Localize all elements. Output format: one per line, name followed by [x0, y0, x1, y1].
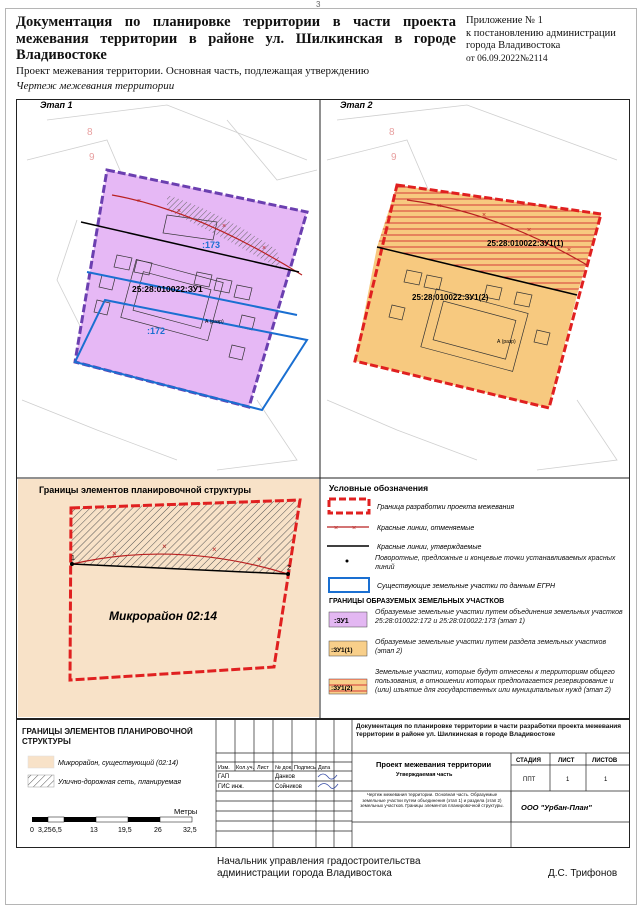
point-1-label: 1: [71, 555, 75, 562]
legend-subtitle: ГРАНИЦЫ ОБРАЗУЕМЫХ ЗЕМЕЛЬНЫХ УЧАСТКОВ: [329, 598, 505, 605]
stamp-header-change: Изм.: [218, 765, 230, 771]
legend-parcel-text-2: Образуемые земельные участки путем раздела земельных участков (этап 2): [375, 639, 607, 655]
legend-boundary-swatch: [329, 499, 369, 513]
stamp-name-1: Данков: [275, 774, 295, 780]
stamp-header-doc: № док.: [275, 765, 293, 771]
signature-mark-2: [318, 784, 338, 789]
building-label-2: А (разр): [497, 339, 516, 345]
svg-text:9: 9: [391, 152, 397, 163]
signoff-block: [217, 856, 421, 880]
svg-text:×: ×: [212, 545, 217, 554]
legend-item-5: Существующие земельные участки по данным ЕГРН: [377, 583, 556, 590]
svg-text:9: 9: [89, 152, 95, 163]
stamp-header-signature: Подпись: [294, 765, 316, 771]
stamp-company: ООО "Урбан-План": [521, 803, 592, 812]
stamp-role-2: ГИС инж.: [218, 784, 244, 790]
svg-text:×: ×: [112, 549, 117, 558]
stamp-role-1: ГАП: [218, 774, 230, 780]
svg-text:×: ×: [177, 208, 182, 215]
legend-parcel-tag-2: :ЗУ1(1): [331, 647, 353, 654]
planning-structure-title: Границы элементов планировочной структуры: [39, 485, 252, 495]
legend-parcel-tag-1: :ЗУ1: [334, 618, 349, 625]
bottom-legend-title: ГРАНИЦЫ ЭЛЕМЕНТОВ ПЛАНИРОВОЧНОЙ СТРУКТУРЫ: [22, 727, 193, 746]
stamp-doc-title: Документация по планировке территории в части разработки проекта межевания территории в районе ул. Шилкинская в городе Владивостоке: [356, 723, 622, 738]
bottom-legend-item-2: Улично-дорожная сеть, планируемая: [58, 779, 181, 786]
parcel-zu1-2-label: 25:28:010022:ЗУ1(2): [412, 293, 489, 302]
stage-2-map: [327, 100, 617, 470]
parcel-173-label: :173: [202, 240, 221, 250]
scale-tick-0: 0: [30, 827, 34, 834]
legend-egrn-swatch: [329, 578, 369, 592]
legend-parcel-text-1: Образуемые земельные участки путем объединения земельных участков 25:28:010022:172 и 25:28:010022:173 (этап 1): [375, 609, 623, 625]
document-subtitle: Проект межевания территории. Основная часть, подлежащая утверждению: [16, 65, 370, 77]
stage-2-label: Этап 2: [340, 100, 373, 110]
svg-text:×: ×: [162, 542, 167, 551]
svg-text:×: ×: [334, 525, 339, 532]
signoff-line2: администрации города Владивостока: [217, 868, 392, 879]
scale-tick-2: 6,5: [52, 827, 62, 834]
scale-ticks: [30, 827, 197, 834]
scale-tick-3: 13: [90, 827, 98, 834]
appendix-date: от 06.09.2022№2114: [466, 53, 548, 64]
bottom-legend-item-1: Микрорайон, существующий (02:14): [58, 760, 179, 767]
planning-structure-map: [18, 479, 319, 717]
stamp-header-sheet: Лист: [257, 765, 269, 771]
appendix-block: [466, 15, 636, 65]
scale-tick-4: 19,5: [118, 827, 132, 834]
stamp-drawing-note: Чертеж межевания территории. Основная часть. Образуемые земельные участки путем объединения (этап 1) и раздела (этап 2) земельных участков. Границы элементов планировочной структуры.: [360, 792, 504, 808]
svg-text:8: 8: [389, 127, 395, 138]
svg-text:×: ×: [262, 245, 267, 252]
appendix-line3: города Владивостока: [466, 40, 561, 51]
legend-title: Условные обозначения: [329, 483, 429, 493]
legend-item-4: Поворотные, предложные и концевые точки устанавливаемых красных линий: [375, 555, 616, 571]
point-2-label: 2: [287, 565, 291, 572]
legend-item-2: Красные линии, отменяемые: [377, 525, 475, 532]
stamp-project-sub: Утверждаемая часть: [396, 772, 453, 778]
scale-unit: Метры: [174, 807, 198, 816]
stage-1-label: Этап 1: [40, 100, 73, 110]
appendix-number: Приложение № 1: [466, 15, 543, 26]
legend-item-3: Красные линии, утверждаемые: [377, 544, 482, 551]
document-title: Документация по планировке территории в части проекта межевания территории в районе ул. Шилкинская в городе Владивостоке: [16, 14, 456, 63]
signoff-name: Д.С. Трифонов: [548, 868, 618, 879]
svg-text:×: ×: [352, 525, 357, 532]
svg-text:×: ×: [482, 212, 487, 219]
map-sheet: [16, 99, 630, 719]
svg-text:×: ×: [222, 223, 227, 230]
legend-item-1: Граница разработки проекта межевания: [377, 504, 515, 511]
signoff-line1: Начальник управления градостроительства: [217, 856, 421, 867]
stamp-header-count: Кол.уч.: [236, 765, 255, 771]
page-number: 3: [316, 0, 321, 9]
appendix-line2: к постановлению администрации: [466, 27, 616, 39]
parcel-172-label: :172: [147, 326, 166, 336]
svg-text:×: ×: [567, 247, 572, 254]
svg-text:×: ×: [437, 203, 442, 210]
map-drawing: [17, 100, 629, 718]
stamp-stage: ППТ: [523, 777, 536, 783]
stamp-stage-header: СТАДИЯ: [516, 758, 541, 764]
svg-text:×: ×: [257, 555, 262, 564]
stamp-sheet-header: ЛИСТ: [558, 758, 575, 764]
stamp-name-2: Сойников: [275, 784, 302, 790]
drawing-title: Чертеж межевания территории: [16, 80, 175, 92]
stamp-sheets: 1: [604, 777, 608, 783]
parcel-zu1-1-label: 25:28:010022:ЗУ1(1): [487, 239, 564, 248]
title-block: [16, 719, 630, 849]
stage-1-map: [22, 100, 317, 470]
district-label: Микрорайон 02:14: [109, 609, 218, 623]
scale-tick-6: 32,5: [183, 827, 197, 834]
legend-parcel-tag-3: :ЗУ1(2): [331, 685, 353, 692]
svg-text:×: ×: [527, 227, 532, 234]
scale-bar: [32, 817, 192, 822]
building-label-1: А (разр): [205, 319, 224, 325]
svg-text:8: 8: [87, 127, 93, 138]
legend: [327, 483, 625, 710]
stamp-sheets-header: ЛИСТОВ: [592, 758, 618, 764]
scale-tick-5: 26: [154, 827, 162, 834]
legend-parcel-text-3: Земельные участки, которые будут отнесены к территориям общего пользования, в отношении которых предполагается резервирование и (или) изъятие для государственных или муниципальных нужд (этап 2): [375, 669, 615, 694]
stamp-sheet: 1: [566, 777, 570, 783]
parcel-zu1-label: 25:28:010022:ЗУ1: [132, 284, 203, 294]
stamp-header-date: Дата: [318, 765, 331, 771]
svg-text:×: ×: [137, 198, 142, 205]
scale-tick-1: 3,25: [38, 827, 52, 834]
stamp-project: Проект межевания территории: [376, 760, 492, 769]
